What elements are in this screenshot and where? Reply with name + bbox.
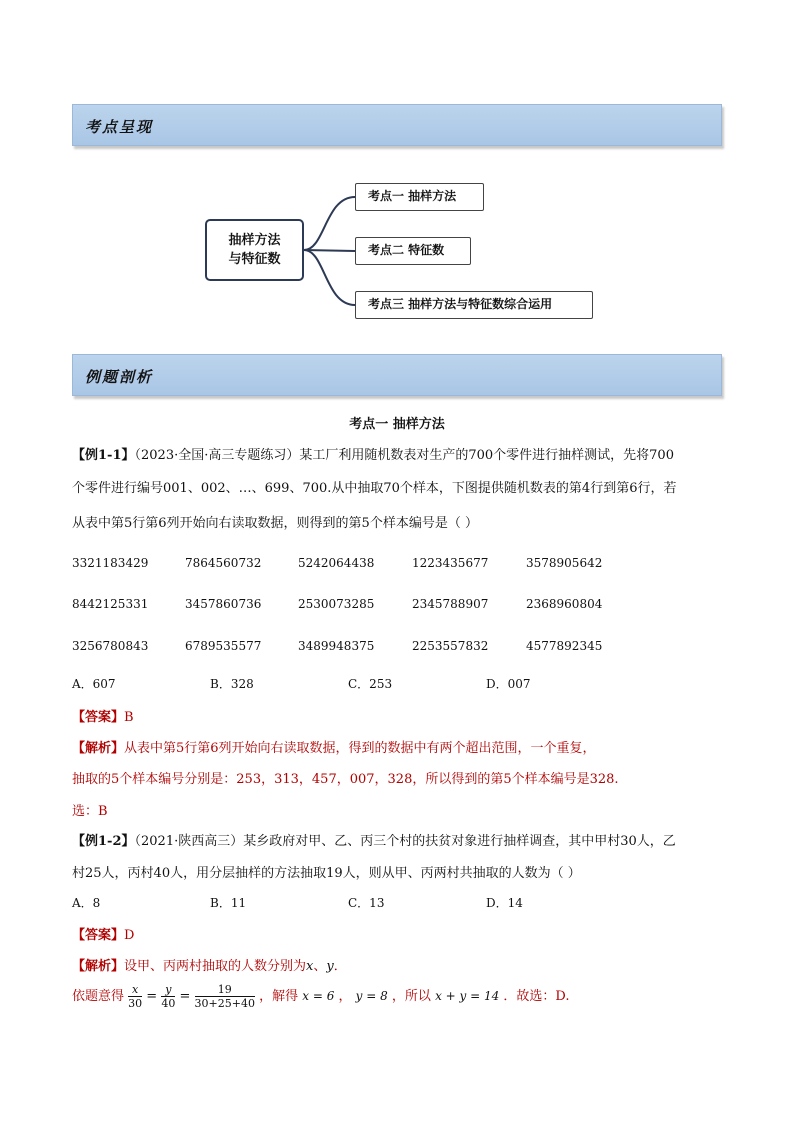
fraction-x-30 <box>128 983 142 1010</box>
mindmap-node-3: 考点三 抽样方法与特征数综合运用 <box>355 291 593 319</box>
table-cell: 6789535577 <box>185 639 262 653</box>
mindmap-root <box>205 219 304 281</box>
table-cell: 2530073285 <box>298 597 375 611</box>
period: ． <box>333 959 347 974</box>
option-b: B．11 <box>210 896 247 910</box>
answer-line <box>72 924 134 943</box>
numerator: y <box>161 983 175 997</box>
var-y: y <box>326 959 334 974</box>
table-cell: 2345788907 <box>412 597 489 611</box>
table-cell: 3489948375 <box>298 639 375 653</box>
answer-tag: 【答案】 <box>72 928 125 943</box>
analysis-text: 设甲、丙两村抽取的人数分别为 <box>124 959 307 974</box>
table-cell: 3457860736 <box>185 597 262 611</box>
answer-value: D <box>124 928 135 943</box>
analysis-tag: 【解析】 <box>72 959 125 974</box>
separator: 、 <box>313 959 327 974</box>
sum-equation: x + y = 14 <box>435 989 500 1003</box>
table-cell: 3256780843 <box>72 639 149 653</box>
analysis-line1 <box>72 737 596 756</box>
answer-line <box>72 706 134 725</box>
solve-text: ，解得 <box>259 989 299 1004</box>
option-b: B．328 <box>210 677 254 691</box>
mindmap-node-2: 考点二 特征数 <box>355 237 471 265</box>
var-x: x <box>306 959 314 974</box>
analysis-text: 从表中第5行第6列开始向右读取数据，得到的数据中有两个超出范围，一个重复， <box>124 741 596 756</box>
table-cell: 7864560732 <box>185 556 262 570</box>
table-cell: 2368960804 <box>526 597 603 611</box>
comma: ， <box>338 989 352 1004</box>
example-1-line1 <box>72 444 674 463</box>
example-2-line1 <box>72 830 676 849</box>
option-a: A．8 <box>72 896 101 910</box>
table-cell: 3321183429 <box>72 556 149 570</box>
banner-title: 考点呈现 <box>85 118 154 136</box>
choose-line: 选：B <box>72 804 108 819</box>
fraction-y-40 <box>161 983 175 1010</box>
equation-line <box>72 983 569 1010</box>
answer-tag: 【答案】 <box>72 710 125 725</box>
option-c: C．253 <box>348 677 393 691</box>
mindmap-root-line1: 抽样方法 <box>228 233 281 248</box>
table-cell: 4577892345 <box>526 639 603 653</box>
conclusion: ．故选：D. <box>503 989 570 1004</box>
fraction-19-total <box>195 983 255 1010</box>
option-a: A．607 <box>72 677 116 691</box>
table-cell: 3578905642 <box>526 556 603 570</box>
option-c: C．13 <box>348 896 385 910</box>
table-cell: 2253557832 <box>412 639 489 653</box>
table-cell: 8442125331 <box>72 597 149 611</box>
equals: = <box>146 989 158 1004</box>
answer-value: B <box>124 710 134 725</box>
denominator: 30 <box>128 997 143 1010</box>
so-text: ，所以 <box>391 989 431 1004</box>
section-banner-examples <box>72 354 722 396</box>
mindmap-connectors <box>0 0 794 340</box>
analysis-line2: 抽取的5个样本编号分别是：253，313，457，007，328，所以得到的第5个样本编号是328. <box>72 772 619 787</box>
question-text: （2021·陕西高三）某乡政府对甲、乙、丙三个村的扶贫对象进行抽样调查，其中甲村30人，乙 <box>134 834 676 849</box>
example-2-line2: 村25人，丙村40人，用分层抽样的方法抽取19人，则从甲、丙两村共抽取的人数为（ ） <box>72 866 581 881</box>
analysis-tag: 【解析】 <box>72 741 125 756</box>
numerator: x <box>128 983 142 997</box>
question-text: （2023·全国·高三专题练习）某工厂利用随机数表对生产的700个零件进行抽样测试，先将700 <box>134 448 674 463</box>
equals: = <box>179 989 191 1004</box>
example-1-line2: 个零件进行编号001、002、…、699、700.从中抽取70个样本，下图提供随机数表的第4行到第6行，若 <box>72 481 677 496</box>
example-tag: 【例1-2】 <box>72 834 135 849</box>
option-d: D．007 <box>486 677 531 691</box>
x-value: x = 6 <box>302 989 335 1003</box>
mindmap-node-1: 考点一 抽样方法 <box>355 183 484 211</box>
table-cell: 1223435677 <box>412 556 489 570</box>
section-title: 考点一 抽样方法 <box>349 417 445 432</box>
y-value: y = 8 <box>355 989 388 1003</box>
analysis-line1 <box>72 955 347 974</box>
example-1-line3: 从表中第5行第6列开始向右读取数据，则得到的第5个样本编号是（ ） <box>72 516 478 531</box>
mindmap-root-line2: 与特征数 <box>228 252 281 267</box>
equation-prefix: 依题意得 <box>72 989 125 1004</box>
example-tag: 【例1-1】 <box>72 448 135 463</box>
denominator: 40 <box>161 997 176 1010</box>
banner-title: 例题剖析 <box>85 368 154 386</box>
numerator: 19 <box>195 983 255 997</box>
option-d: D．14 <box>486 896 523 910</box>
table-cell: 5242064438 <box>298 556 375 570</box>
denominator: 30+25+40 <box>194 997 255 1010</box>
